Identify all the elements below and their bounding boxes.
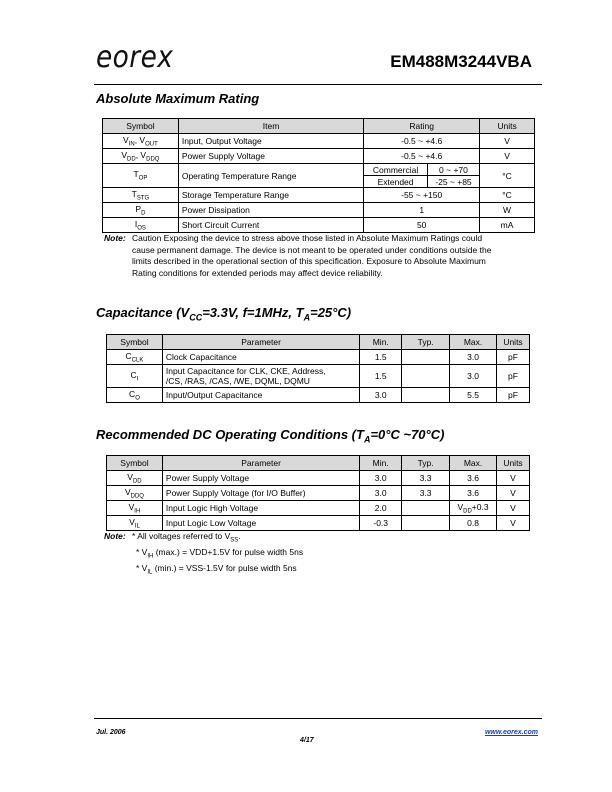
symbol-cell: $V_{IN}$, $V_{OUT}$ bbox=[103, 134, 179, 149]
unit-cell: V bbox=[497, 486, 530, 501]
website-link[interactable]: www.eorex.com bbox=[484, 729, 538, 736]
max-cell: 3.6 bbox=[450, 486, 497, 501]
min-cell: 2.0 bbox=[360, 501, 402, 516]
max-cell: 3.0 bbox=[450, 365, 497, 388]
item-cell: Operating Temperature Range bbox=[178, 164, 363, 188]
footer-rule bbox=[94, 718, 542, 719]
unit-cell: V bbox=[497, 471, 530, 486]
part-number: EM488M3244VBA bbox=[390, 52, 532, 71]
range-value: 0 ~ +70 bbox=[427, 164, 479, 176]
table-header-row bbox=[107, 456, 530, 471]
range-label: Commercial bbox=[364, 164, 427, 176]
col-header: Typ. bbox=[402, 456, 450, 471]
unit-cell: V bbox=[497, 501, 530, 516]
col-header: Min. bbox=[360, 335, 402, 350]
param-cell: Input/Output Capacitance bbox=[162, 388, 359, 403]
table-row bbox=[103, 218, 535, 233]
param-cell: Input Logic High Voltage bbox=[162, 501, 359, 516]
note-line: * All voltages referred to $V_{SS}$. bbox=[132, 531, 241, 544]
rating-cell: -55 ~ +150 bbox=[364, 188, 480, 203]
unit-cell: W bbox=[480, 203, 535, 218]
col-header: Max. bbox=[450, 335, 497, 350]
note-label: Note: bbox=[104, 531, 126, 541]
page-number: 4/17 bbox=[300, 737, 314, 744]
max-cell: $V_{DD}+0.3$ bbox=[450, 501, 497, 516]
symbol-cell: $V_{DD}$, $V_{DDQ}$ bbox=[103, 149, 179, 164]
rating-cell: 1 bbox=[364, 203, 480, 218]
dc-conditions-title: Recommended DC Operating Conditions ($T_A=0^\circ C$ ~70°C) bbox=[96, 427, 445, 445]
unit-cell: °C bbox=[480, 188, 535, 203]
typ-cell bbox=[402, 350, 450, 365]
item-cell: Short Circuit Current bbox=[178, 218, 363, 233]
typ-cell bbox=[402, 501, 450, 516]
col-header: Units bbox=[480, 119, 535, 134]
table-row bbox=[103, 188, 535, 203]
table-row bbox=[103, 164, 535, 188]
note-line: Caution Exposing the device to stress above those listed in Absolute Maximum Ratings could bbox=[132, 233, 483, 243]
col-header: Max. bbox=[450, 456, 497, 471]
note-label: Note: bbox=[104, 233, 126, 243]
symbol-cell: $C_O$ bbox=[107, 388, 163, 403]
col-header: Typ. bbox=[402, 335, 450, 350]
unit-cell: V bbox=[480, 149, 535, 164]
col-header: Units bbox=[497, 456, 530, 471]
col-header: Symbol bbox=[107, 335, 163, 350]
typ-cell bbox=[402, 516, 450, 531]
max-cell: 5.5 bbox=[450, 388, 497, 403]
symbol-cell: $C_{CLK}$ bbox=[107, 350, 163, 365]
note-line: * $V_{IH}$ (max.) = VDD+1.5V for pulse width 5ns bbox=[136, 547, 304, 560]
param-cell: Input Capacitance for CLK, CKE, Address, /CS, /RAS, /CAS, /WE, DQML, DQMU bbox=[162, 365, 359, 388]
param-cell: Power Supply Voltage (for I/O Buffer) bbox=[162, 486, 359, 501]
col-header: Item bbox=[178, 119, 363, 134]
table-row bbox=[107, 486, 530, 501]
typ-cell: 3.3 bbox=[402, 486, 450, 501]
symbol-cell: $V_{DDQ}$ bbox=[107, 486, 163, 501]
min-cell: 1.5 bbox=[360, 350, 402, 365]
symbol-cell: $C_I$ bbox=[107, 365, 163, 388]
min-cell: 1.5 bbox=[360, 365, 402, 388]
item-cell: Power Supply Voltage bbox=[178, 149, 363, 164]
item-cell: Power Dissipation bbox=[178, 203, 363, 218]
company-logo: eorex bbox=[96, 40, 174, 75]
param-cell: Input Logic Low Voltage bbox=[162, 516, 359, 531]
dc-conditions-table bbox=[106, 455, 530, 531]
unit-cell: °C bbox=[480, 164, 535, 188]
abs-max-note bbox=[104, 233, 534, 278]
symbol-cell: $V_{DD}$ bbox=[107, 471, 163, 486]
item-cell: Storage Temperature Range bbox=[178, 188, 363, 203]
symbol-cell: $P_D$ bbox=[103, 203, 179, 218]
col-header: Symbol bbox=[103, 119, 179, 134]
col-header: Min. bbox=[360, 456, 402, 471]
abs-max-table bbox=[102, 118, 535, 233]
unit-cell: V bbox=[480, 134, 535, 149]
unit-cell: pF bbox=[497, 350, 530, 365]
abs-max-title: Absolute Maximum Rating bbox=[96, 91, 260, 106]
col-header: Symbol bbox=[107, 456, 163, 471]
table-header-row bbox=[107, 335, 530, 350]
note-line: limits described in the operational section of this specification. Exposure to Absolute Maximum bbox=[132, 256, 486, 266]
unit-cell: mA bbox=[480, 218, 535, 233]
rating-cell: 50 bbox=[364, 218, 480, 233]
min-cell: 3.0 bbox=[360, 388, 402, 403]
min-cell: 3.0 bbox=[360, 486, 402, 501]
table-row bbox=[107, 365, 530, 388]
max-cell: 0.8 bbox=[450, 516, 497, 531]
symbol-cell: $V_{IH}$ bbox=[107, 501, 163, 516]
table-row bbox=[107, 516, 530, 531]
col-header: Rating bbox=[364, 119, 480, 134]
table-row bbox=[103, 149, 535, 164]
min-cell: -0.3 bbox=[360, 516, 402, 531]
symbol-cell: $T_{OP}$ bbox=[103, 164, 179, 188]
typ-cell bbox=[402, 365, 450, 388]
param-cell: Power Supply Voltage bbox=[162, 471, 359, 486]
symbol-cell: $V_{IL}$ bbox=[107, 516, 163, 531]
capacitance-table bbox=[106, 334, 530, 403]
table-row bbox=[107, 501, 530, 516]
note-line: Rating conditions for extended periods may affect device reliability. bbox=[132, 267, 383, 278]
typ-cell bbox=[402, 388, 450, 403]
max-cell: 3.0 bbox=[450, 350, 497, 365]
param-cell: Clock Capacitance bbox=[162, 350, 359, 365]
dc-note bbox=[104, 531, 534, 577]
rating-cell: -0.5 ~ +4.6 bbox=[364, 134, 480, 149]
footer-date: Jul. 2006 bbox=[96, 729, 126, 736]
unit-cell: pF bbox=[497, 365, 530, 388]
table-row bbox=[107, 471, 530, 486]
col-header: Parameter bbox=[162, 335, 359, 350]
range-label: Extended bbox=[364, 176, 427, 188]
unit-cell: V bbox=[497, 516, 530, 531]
note-line: cause permanent damage. The device is not meant to be operated under conditions outside the bbox=[132, 244, 492, 255]
note-line: * $V_{IL}$ (min.) = VSS-1.5V for pulse width 5ns bbox=[136, 563, 297, 577]
symbol-cell: $T_{STG}$ bbox=[103, 188, 179, 203]
col-header: Parameter bbox=[162, 456, 359, 471]
table-row bbox=[107, 388, 530, 403]
symbol-cell: $I_{OS}$ bbox=[103, 218, 179, 233]
capacitance-title: Capacitance ($V_{CC}=3.3V$, f=1MHz, $T_A=25^\circ C$) bbox=[96, 305, 352, 323]
table-row bbox=[107, 350, 530, 365]
col-header: Units bbox=[497, 335, 530, 350]
typ-cell: 3.3 bbox=[402, 471, 450, 486]
rating-split-cell bbox=[364, 164, 480, 188]
table-row bbox=[103, 203, 535, 218]
max-cell: 3.6 bbox=[450, 471, 497, 486]
rating-cell: -0.5 ~ +4.6 bbox=[364, 149, 480, 164]
item-cell: Input, Output Voltage bbox=[178, 134, 363, 149]
min-cell: 3.0 bbox=[360, 471, 402, 486]
unit-cell: pF bbox=[497, 388, 530, 403]
table-row bbox=[103, 134, 535, 149]
range-value: -25 ~ +85 bbox=[435, 176, 472, 187]
table-header-row bbox=[103, 119, 535, 134]
header-rule bbox=[94, 84, 542, 85]
